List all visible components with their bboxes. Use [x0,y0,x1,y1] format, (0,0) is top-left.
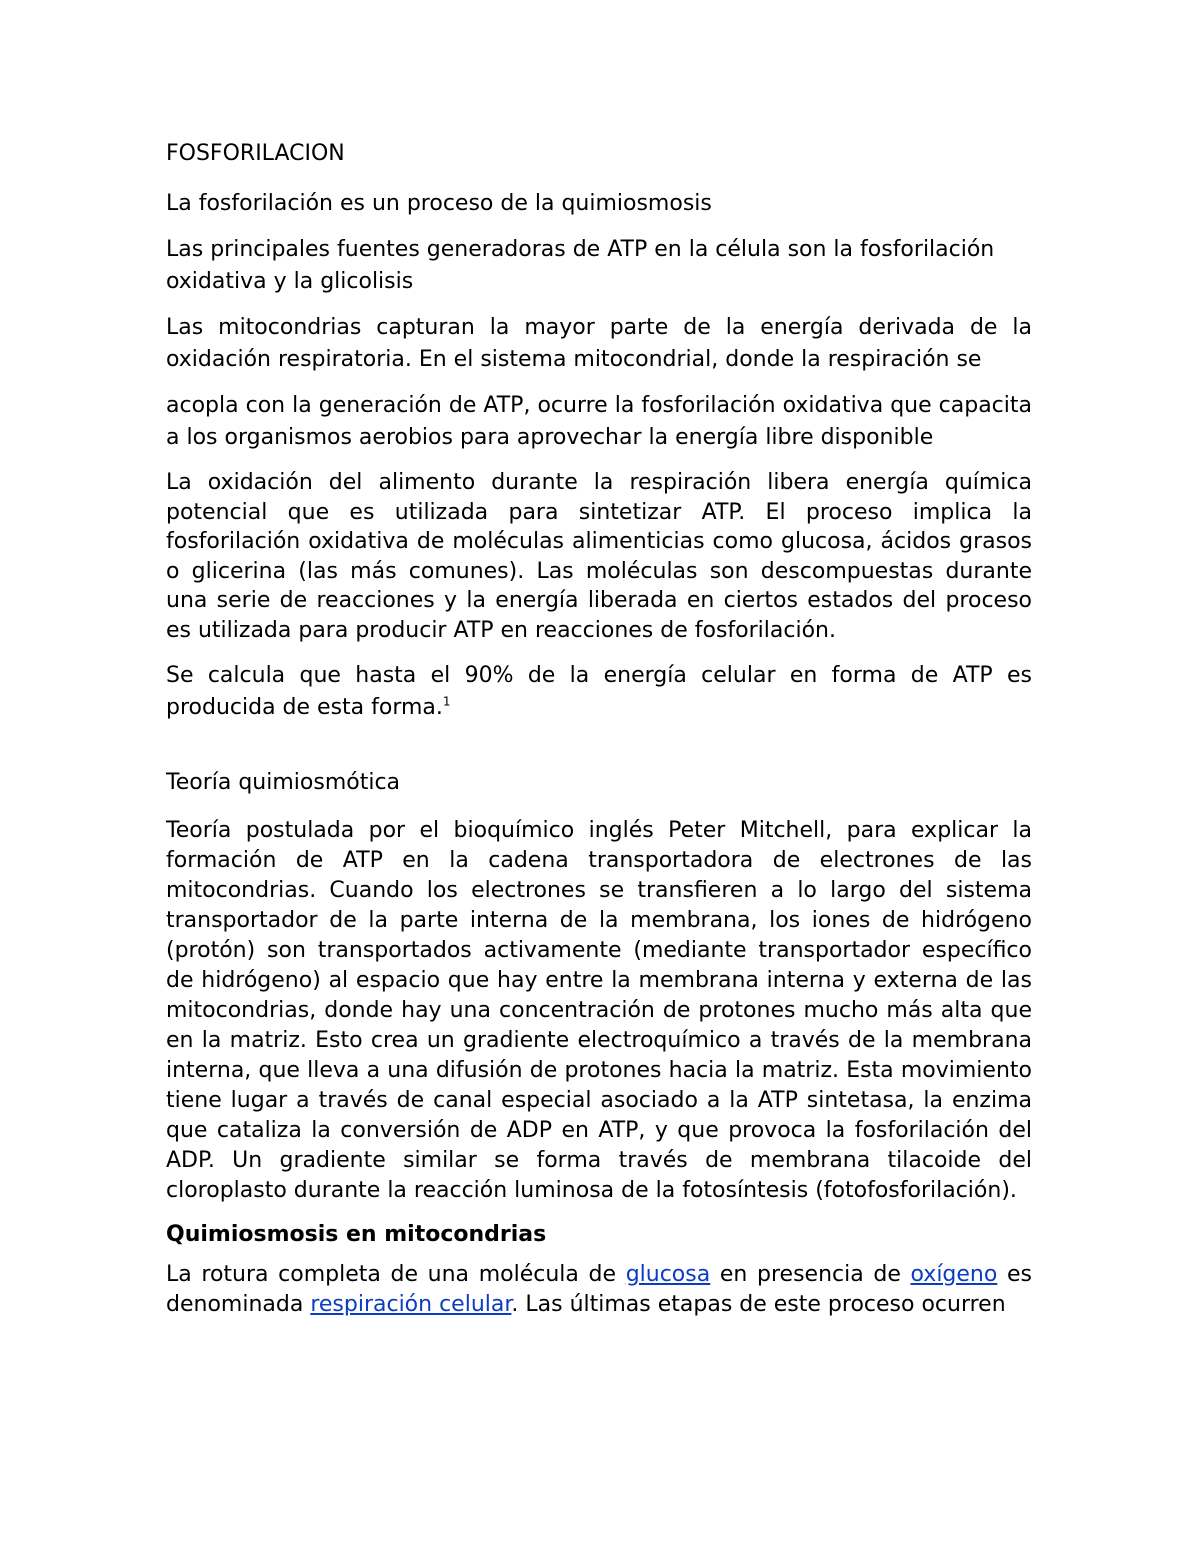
paragraph-teoria-mitchell: Teoría postulada por el bioquímico inglés Peter Mitchell, para explicar la formación de ATP en la cadena transportadora de electrones de las mitocondrias. Cuando los electrones se transfieren a lo largo del sistema transportador de la parte interna de la membrana, los iones de hidrógeno (protón) son transportados activamente (mediante transportador específico de hidrógeno) al espacio que hay entre la membrana interna y externa de las mitocondrias, donde hay una concentración de protones mucho más alta que en la matriz. Esto crea un gradiente electroquímico a través de la membrana interna, que lleva a una difusión de protones hacia la matriz. Esta movimiento tiene lugar a través de canal especial asociado a la ATP sintetasa, la enzima que cataliza la conversión de ADP en ATP, y que provoca la fosforilación del ADP. Un gradiente similar se forma través de membrana tilacoide del cloroplasto durante la reacción luminosa de la fotosíntesis (fotofosforilación). [166,817,1032,1203]
footnote-marker[interactable]: 1 [442,694,451,709]
paragraph-calculo-90 [166,660,1032,724]
paragraph-mitocondrias: Las mitocondrias capturan la mayor parte de la energía derivada de la oxidación respiratoria. En el sistema mitocondrial, donde la respiración se [166,315,1032,372]
document-title: FOSFORILACION [166,141,345,166]
link-oxigeno[interactable]: oxígeno [910,1261,998,1287]
paragraph-fuentes-atp: Las principales fuentes generadoras de ATP en la célula son la fosforilación oxidativa y la glicolisis [166,237,995,294]
link-respiracion-celular[interactable]: respiración celular [310,1291,512,1317]
paragraph-text: es denominada [166,1261,1032,1317]
paragraph-quimiosmosis: La fosforilación es un proceso de la quimiosmosis [166,191,712,216]
paragraph-text: La rotura completa de una molécula de [166,1261,626,1287]
link-glucosa[interactable]: glucosa [625,1261,711,1287]
paragraph-acopla: acopla con la generación de ATP, ocurre la fosforilación oxidativa que capacita a los organismos aerobios para aprovechar la energía libre disponible [166,393,1032,450]
section-heading-quimiosmosis-mitocondrias: Quimiosmosis en mitocondrias [166,1221,547,1247]
paragraph-oxidacion-alimento: La oxidación del alimento durante la respiración libera energía química potencial que es utilizada para sintetizar ATP. El proceso implica la fosforilación oxidativa de moléculas alimenticias como glucosa, ácidos grasos o glicerina (las más comunes). Las moléculas son descompuestas durante una serie de reacciones y la energía liberada en ciertos estados del proceso es utilizada para producir ATP en reacciones de fosforilación. [166,470,1032,643]
document-page [166,138,1032,1334]
paragraph-text: en presencia de [710,1261,911,1287]
paragraph-calculo-90-text: Se calcula que hasta el 90% de la energía celular en forma de ATP es producida de esta forma. [166,662,1032,720]
paragraph-rotura-glucosa [166,1260,1032,1320]
section-heading-teoria: Teoría quimiosmótica [166,769,401,795]
paragraph-text: . Las últimas etapas de este proceso ocurren [511,1291,1006,1317]
